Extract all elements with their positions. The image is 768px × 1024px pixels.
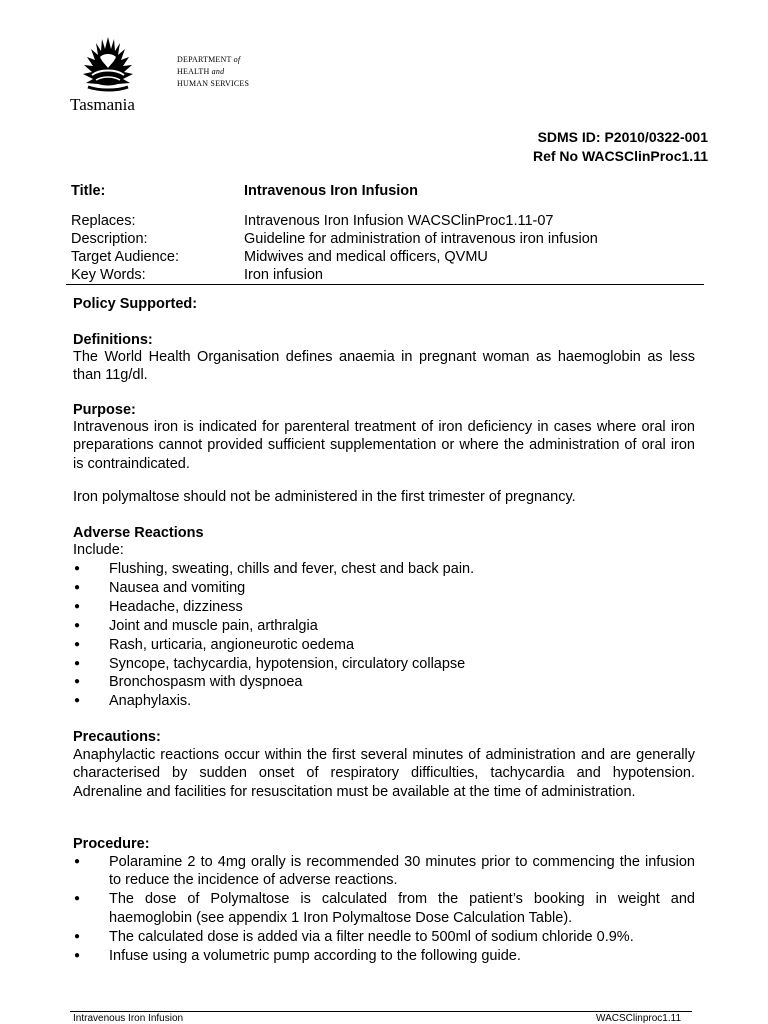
meta-row-value: Guideline for administration of intravenous iron infusion bbox=[244, 231, 598, 247]
meta-row bbox=[71, 212, 711, 230]
tasmania-logo bbox=[78, 35, 138, 93]
metadata-table bbox=[71, 212, 711, 284]
sdms-id: SDMS ID: P2010/0322-001 bbox=[537, 129, 708, 145]
bullet-icon: ● bbox=[74, 600, 81, 612]
list-item bbox=[73, 617, 474, 636]
list-item-text: Joint and muscle pain, arthralgia bbox=[109, 617, 318, 634]
list-item bbox=[73, 853, 695, 889]
dept-line1: DEPARTMENT bbox=[177, 55, 232, 64]
bullet-icon: ● bbox=[74, 695, 81, 707]
procedure-list bbox=[73, 853, 695, 966]
purpose-text: Intravenous iron is indicated for parenteral treatment of iron deficiency in cases where oral iron preparations cannot provided sufficient supplementation or where the administration of oral iron is contraindicated. bbox=[73, 419, 695, 472]
meta-row-value: Intravenous Iron Infusion WACSClinProc1.11-07 bbox=[244, 213, 554, 229]
purpose-text-trimester: Iron polymaltose should not be administered in the first trimester of pregnancy. bbox=[73, 489, 576, 505]
bullet-icon: ● bbox=[74, 930, 81, 942]
bullet-icon: ● bbox=[74, 950, 81, 962]
list-item bbox=[73, 673, 474, 692]
meta-row-value: Iron infusion bbox=[244, 267, 323, 283]
adverse-include: Include: bbox=[73, 542, 124, 558]
dept-line3: HUMAN SERVICES bbox=[177, 79, 250, 88]
list-item bbox=[73, 636, 474, 655]
list-item-text: The dose of Polymaltose is calculated from the patient’s booking in weight and haemoglobin (see appendix 1 Iron Polymaltose Dose Calculation Table). bbox=[109, 891, 695, 926]
footer-divider bbox=[70, 1011, 692, 1012]
purpose-heading: Purpose: bbox=[73, 402, 136, 418]
dept-line2: HEALTH bbox=[177, 67, 210, 76]
list-item-text: Nausea and vomiting bbox=[109, 579, 246, 596]
meta-row-label: Key Words: bbox=[71, 267, 146, 283]
definitions-text: The World Health Organisation defines anaemia in pregnant woman as haemoglobin as less than 11g/dl. bbox=[73, 349, 695, 384]
bullet-icon: ● bbox=[74, 619, 81, 631]
title-value: Intravenous Iron Infusion bbox=[244, 183, 419, 199]
department-name bbox=[177, 54, 249, 90]
list-item bbox=[73, 598, 474, 617]
meta-row-label: Description: bbox=[71, 231, 148, 247]
list-item bbox=[73, 560, 474, 579]
list-item-text: Polaramine 2 to 4mg orally is recommended 30 minutes prior to commencing the infusion to reduce the incidence of adverse reactions. bbox=[109, 854, 695, 889]
policy-heading: Policy Supported: bbox=[73, 296, 198, 312]
bullet-icon: ● bbox=[74, 563, 81, 574]
tasmania-emblem-icon bbox=[78, 35, 138, 93]
dept-line2-suffix: and bbox=[211, 67, 225, 76]
list-item-text: Rash, urticaria, angioneurotic oedema bbox=[109, 636, 355, 653]
list-item-text: Syncope, tachycardia, hypotension, circulatory collapse bbox=[109, 655, 466, 672]
list-item-text: Headache, dizziness bbox=[109, 598, 243, 615]
ref-no: Ref No WACSClinProc1.11 bbox=[532, 148, 708, 164]
document-ids bbox=[408, 128, 708, 166]
list-item-text: Infuse using a volumetric pump according to the following guide. bbox=[109, 948, 521, 965]
meta-row-label: Replaces: bbox=[71, 213, 136, 229]
definitions-heading: Definitions: bbox=[73, 332, 153, 348]
title-label: Title: bbox=[71, 183, 106, 199]
list-item-text: Anaphylaxis. bbox=[109, 693, 192, 710]
list-item bbox=[73, 655, 474, 674]
bullet-icon: ● bbox=[74, 638, 81, 650]
bullet-icon: ● bbox=[74, 581, 81, 593]
meta-row bbox=[71, 266, 711, 284]
list-item-text: Bronchospasm with dyspnoea bbox=[109, 674, 303, 691]
list-item-text: Flushing, sweating, chills and fever, chest and back pain. bbox=[109, 561, 475, 577]
bullet-icon: ● bbox=[74, 856, 81, 867]
meta-row-label: Target Audience: bbox=[71, 249, 180, 265]
adverse-list bbox=[73, 560, 474, 711]
footer-left: Intravenous Iron Infusion bbox=[73, 1013, 184, 1024]
procedure-heading: Procedure: bbox=[73, 836, 150, 852]
footer-right: WACSClinproc1.11 bbox=[596, 1013, 682, 1024]
precautions-text: Anaphylactic reactions occur within the first several minutes of administration and are generally characterised by sudden onset of respiratory difficulties, tachycardia and hypotension. Adrenaline and facilities for resuscitation must be available at the time of administration. bbox=[73, 747, 695, 800]
bullet-icon: ● bbox=[74, 893, 81, 905]
adverse-heading: Adverse Reactions bbox=[73, 525, 204, 541]
bullet-icon: ● bbox=[74, 676, 81, 688]
precautions-heading: Precautions: bbox=[73, 729, 161, 745]
bullet-icon: ● bbox=[74, 657, 81, 669]
list-item-text: The calculated dose is added via a filter needle to 500ml of sodium chloride 0.9%. bbox=[109, 928, 634, 945]
list-item bbox=[73, 890, 695, 926]
list-item bbox=[73, 928, 695, 946]
list-item bbox=[73, 947, 695, 965]
meta-row bbox=[71, 248, 711, 266]
list-item bbox=[73, 692, 474, 711]
meta-row bbox=[71, 230, 711, 248]
dept-line1-suffix: of bbox=[233, 55, 241, 64]
state-name: Tasmania bbox=[70, 95, 135, 114]
header-divider bbox=[66, 284, 704, 285]
meta-row-value: Midwives and medical officers, QVMU bbox=[244, 249, 488, 265]
list-item bbox=[73, 579, 474, 598]
